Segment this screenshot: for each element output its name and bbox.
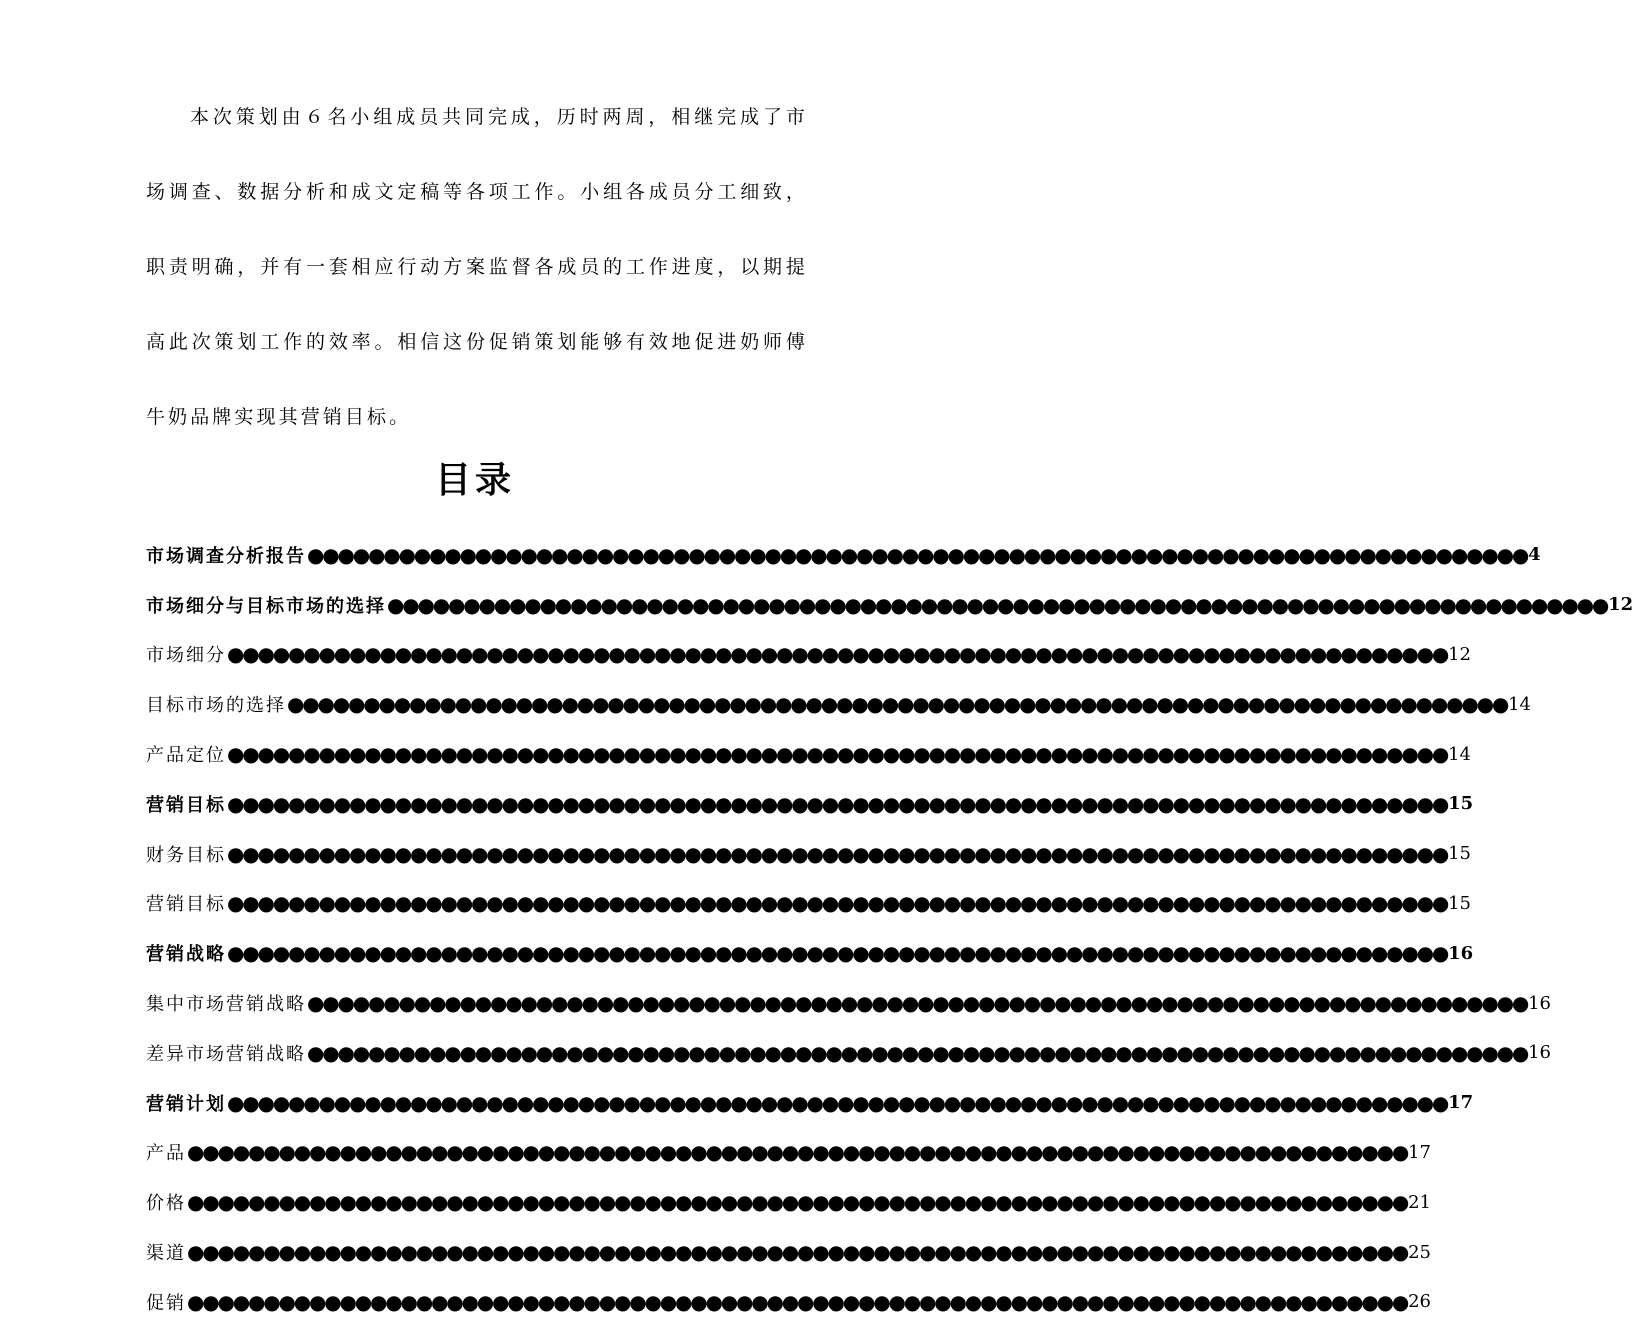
toc-entry-page-number: 15: [1448, 793, 1474, 815]
toc-dot-leader: ●●●●●●●●●●●●●●●●●●●●●●●●●●●●●●●●●●●●●●●●●●●●●●●●●●●●●●●●●●●●●●●●●●●●●●●●●●●●●●●●: [187, 1240, 1408, 1265]
toc-entry[interactable]: [146, 1078, 1474, 1128]
toc-entry-label: 渠道: [146, 1243, 186, 1265]
toc-dot-leader: ●●●●●●●●●●●●●●●●●●●●●●●●●●●●●●●●●●●●●●●●●●●●●●●●●●●●●●●●●●●●●●●●●●●●●●●●●●●●●●●●: [227, 1090, 1448, 1115]
toc-entry[interactable]: [146, 1277, 1432, 1327]
toc-dot-leader: ●●●●●●●●●●●●●●●●●●●●●●●●●●●●●●●●●●●●●●●●●●●●●●●●●●●●●●●●●●●●●●●●●●●●●●●●●●●●●●●●: [307, 1040, 1528, 1065]
toc-entry-label: 价格: [146, 1193, 186, 1215]
toc-entry-label: 营销计划: [146, 1093, 226, 1115]
toc-entry[interactable]: [146, 679, 1532, 729]
toc-dot-leader: ●●●●●●●●●●●●●●●●●●●●●●●●●●●●●●●●●●●●●●●●●●●●●●●●●●●●●●●●●●●●●●●●●●●●●●●●●●●●●●●●: [307, 542, 1528, 567]
toc-dot-leader: ●●●●●●●●●●●●●●●●●●●●●●●●●●●●●●●●●●●●●●●●●●●●●●●●●●●●●●●●●●●●●●●●●●●●●●●●●●●●●●●●: [187, 1289, 1408, 1314]
toc-entry-page-number: 26: [1408, 1291, 1432, 1313]
toc-entry-page-number: 21: [1408, 1191, 1432, 1213]
toc-entry-label: 市场细分: [146, 645, 226, 667]
toc-entry-label: 产品定位: [146, 745, 226, 767]
toc-dot-leader: ●●●●●●●●●●●●●●●●●●●●●●●●●●●●●●●●●●●●●●●●●●●●●●●●●●●●●●●●●●●●●●●●●●●●●●●●●●●●●●●●: [387, 592, 1608, 617]
toc-entry-page-number: 14: [1508, 693, 1532, 715]
toc-dot-leader: ●●●●●●●●●●●●●●●●●●●●●●●●●●●●●●●●●●●●●●●●●●●●●●●●●●●●●●●●●●●●●●●●●●●●●●●●●●●●●●●●: [227, 891, 1448, 916]
toc-entry-page-number: 14: [1448, 743, 1472, 765]
toc-title: 目录: [434, 459, 515, 501]
toc-entry-page-number: 16: [1528, 1042, 1552, 1064]
toc-entry[interactable]: [146, 978, 1552, 1028]
toc-dot-leader: ●●●●●●●●●●●●●●●●●●●●●●●●●●●●●●●●●●●●●●●●●●●●●●●●●●●●●●●●●●●●●●●●●●●●●●●●●●●●●●●●: [287, 692, 1508, 717]
toc-entry-page-number: 4: [1528, 544, 1541, 566]
toc-dot-leader: ●●●●●●●●●●●●●●●●●●●●●●●●●●●●●●●●●●●●●●●●●●●●●●●●●●●●●●●●●●●●●●●●●●●●●●●●●●●●●●●●: [227, 742, 1448, 767]
toc-entry-page-number: 15: [1448, 843, 1472, 865]
toc-entry[interactable]: [146, 879, 1472, 929]
toc-entry[interactable]: [146, 580, 1633, 630]
toc-entry-label: 目标市场的选择: [146, 695, 286, 717]
toc-dot-leader: ●●●●●●●●●●●●●●●●●●●●●●●●●●●●●●●●●●●●●●●●●●●●●●●●●●●●●●●●●●●●●●●●●●●●●●●●●●●●●●●●: [307, 991, 1528, 1016]
intro-paragraph: 本次策划由６名小组成员共同完成，历时两周，相继完成了市场调查、数据分析和成文定稿等各项工作。小组各成员分工细致，职责明确，并有一套相应行动方案监督各成员的工作进度，以期提高此次策划工作的效率。相信这份促销策划能够有效地促进奶师傅牛奶品牌实现其营销目标。: [146, 106, 808, 428]
toc-entry[interactable]: [146, 630, 1472, 680]
toc-entry-page-number: 15: [1448, 892, 1472, 914]
toc-entry-label: 集中市场营销战略: [146, 994, 306, 1016]
toc-entry-label: 市场细分与目标市场的选择: [146, 595, 386, 617]
table-of-contents: [146, 530, 1633, 1327]
toc-dot-leader: ●●●●●●●●●●●●●●●●●●●●●●●●●●●●●●●●●●●●●●●●●●●●●●●●●●●●●●●●●●●●●●●●●●●●●●●●●●●●●●●●: [227, 791, 1448, 816]
toc-entry-page-number: 12: [1448, 643, 1472, 665]
toc-entry-page-number: 25: [1408, 1241, 1432, 1263]
toc-entry-page-number: 12: [1608, 594, 1633, 616]
toc-entry[interactable]: [146, 1227, 1432, 1277]
toc-entry-page-number: 17: [1448, 1092, 1474, 1114]
toc-entry-label: 市场调查分析报告: [146, 545, 306, 567]
toc-entry[interactable]: [146, 1028, 1552, 1078]
toc-dot-leader: ●●●●●●●●●●●●●●●●●●●●●●●●●●●●●●●●●●●●●●●●●●●●●●●●●●●●●●●●●●●●●●●●●●●●●●●●●●●●●●●●: [227, 941, 1448, 966]
toc-entry[interactable]: [146, 1128, 1432, 1178]
toc-dot-leader: ●●●●●●●●●●●●●●●●●●●●●●●●●●●●●●●●●●●●●●●●●●●●●●●●●●●●●●●●●●●●●●●●●●●●●●●●●●●●●●●●: [227, 642, 1448, 667]
toc-entry-label: 差异市场营销战略: [146, 1043, 306, 1065]
toc-entry[interactable]: [146, 530, 1541, 580]
toc-entry[interactable]: [146, 729, 1472, 779]
toc-entry-label: 促销: [146, 1292, 186, 1314]
toc-entry-page-number: 16: [1528, 992, 1552, 1014]
toc-entry-label: 产品: [146, 1143, 186, 1165]
toc-entry-label: 营销战略: [146, 944, 226, 966]
toc-entry[interactable]: [146, 1177, 1432, 1227]
toc-entry[interactable]: [146, 829, 1472, 879]
toc-entry-label: 财务目标: [146, 844, 226, 866]
toc-entry-label: 营销目标: [146, 794, 226, 816]
toc-entry-page-number: 16: [1448, 942, 1474, 964]
toc-dot-leader: ●●●●●●●●●●●●●●●●●●●●●●●●●●●●●●●●●●●●●●●●●●●●●●●●●●●●●●●●●●●●●●●●●●●●●●●●●●●●●●●●: [227, 841, 1448, 866]
toc-entry[interactable]: [146, 779, 1474, 829]
toc-entry[interactable]: [146, 928, 1474, 978]
toc-dot-leader: ●●●●●●●●●●●●●●●●●●●●●●●●●●●●●●●●●●●●●●●●●●●●●●●●●●●●●●●●●●●●●●●●●●●●●●●●●●●●●●●●: [187, 1190, 1408, 1215]
toc-entry-page-number: 17: [1408, 1141, 1432, 1163]
toc-entry-label: 营销目标: [146, 894, 226, 916]
toc-dot-leader: ●●●●●●●●●●●●●●●●●●●●●●●●●●●●●●●●●●●●●●●●●●●●●●●●●●●●●●●●●●●●●●●●●●●●●●●●●●●●●●●●: [187, 1140, 1408, 1165]
